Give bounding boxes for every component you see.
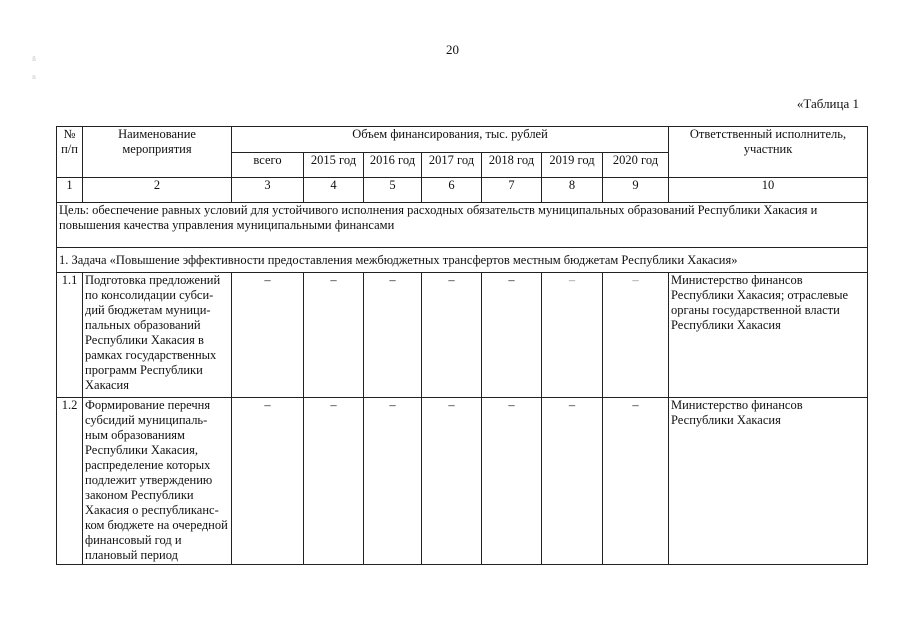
row-executor: Министерство финансов Республики Хакасия; отраслевые органы государственной власти Республики Хакасия: [669, 273, 868, 398]
row-value: –: [364, 273, 422, 398]
table-caption: «Таблица 1: [796, 96, 859, 111]
row-value: –: [482, 398, 542, 565]
header-no: № п/п: [57, 127, 83, 178]
table-row: [57, 273, 868, 398]
header-row-1: [57, 127, 868, 153]
goal-text: Цель: обеспечение равных условий для устойчивого исполнения расходных обязательств муниципальных образований Республики Хакасия и повышения качества управления муниципальными финансами: [57, 203, 868, 248]
header-funding: Объем финансирования, тыс. рублей: [232, 127, 669, 153]
column-index: 6: [422, 178, 482, 203]
row-value: –: [603, 273, 669, 398]
row-value: –: [232, 273, 304, 398]
row-value: –: [422, 273, 482, 398]
page-number: 20: [446, 42, 459, 57]
column-index: 10: [669, 178, 868, 203]
header-name: Наименование мероприятия: [83, 127, 232, 178]
header-executor: Ответственный исполнитель, участник: [669, 127, 868, 178]
column-index: 4: [304, 178, 364, 203]
header-year-2016: 2016 год: [364, 153, 422, 178]
row-value: –: [232, 398, 304, 565]
row-description: Подготовка предложений по консолидации субси-дий бюджетам муници-пальных образований Республики Хакасия в рамках государственных программ Республики Хакасия: [83, 273, 232, 398]
column-index: 5: [364, 178, 422, 203]
header-year-total: всего: [232, 153, 304, 178]
row-value: –: [542, 398, 603, 565]
row-value: –: [422, 398, 482, 565]
task-row: [57, 248, 868, 273]
row-value: –: [482, 273, 542, 398]
header-year-2015: 2015 год: [304, 153, 364, 178]
row-executor: Министерство финансов Республики Хакасия: [669, 398, 868, 565]
row-value: –: [304, 398, 364, 565]
column-index: 3: [232, 178, 304, 203]
column-index: 9: [603, 178, 669, 203]
column-index: 8: [542, 178, 603, 203]
row-value: –: [542, 273, 603, 398]
row-number: 1.1: [57, 273, 83, 398]
column-index: 7: [482, 178, 542, 203]
row-value: –: [304, 273, 364, 398]
task-text: 1. Задача «Повышение эффективности предоставления межбюджетных трансфертов местным бюджетам Республики Хакасия»: [57, 248, 868, 273]
header-year-2018: 2018 год: [482, 153, 542, 178]
header-year-2020: 2020 год: [603, 153, 669, 178]
margin-mark: ñ n: [32, 55, 36, 81]
table-row: [57, 398, 868, 565]
funding-table: [56, 126, 868, 565]
header-year-2017: 2017 год: [422, 153, 482, 178]
column-index-row: [57, 178, 868, 203]
row-description: Формирование перечня субсидий муниципаль-ным образованиям Республики Хакасия, распределение которых подлежит утверждению законом Республики Хакасия о республиканс-ком бюджете на очередной финансовый год и плановый период: [83, 398, 232, 565]
row-number: 1.2: [57, 398, 83, 565]
goal-row: [57, 203, 868, 248]
column-index: 1: [57, 178, 83, 203]
row-value: –: [603, 398, 669, 565]
row-value: –: [364, 398, 422, 565]
column-index: 2: [83, 178, 232, 203]
header-year-2019: 2019 год: [542, 153, 603, 178]
